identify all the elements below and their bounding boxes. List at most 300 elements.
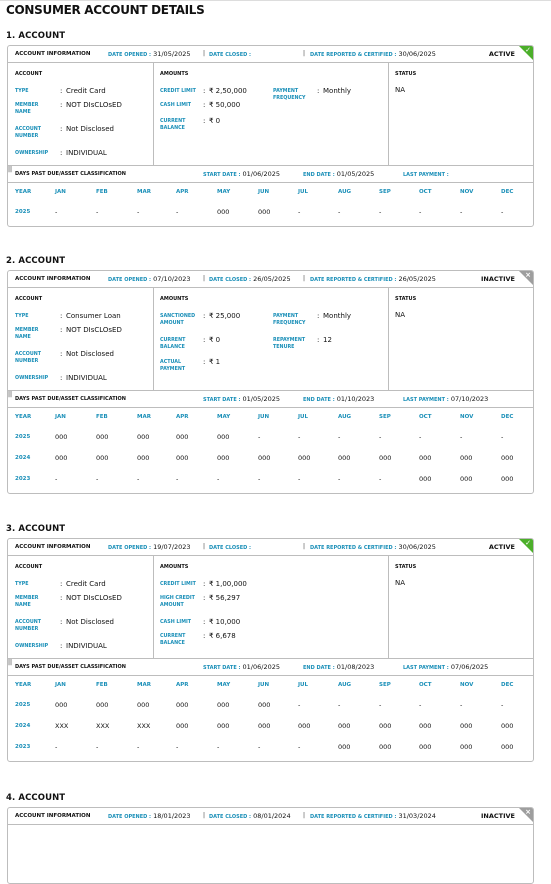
grid-cell: 000: [258, 722, 271, 730]
grid-cell: -: [501, 208, 504, 216]
account-title: 2. ACCOUNT: [6, 256, 66, 266]
dpd-title: DAYS PAST DUE/ASSET CLASSIFICATION: [15, 171, 126, 177]
start-date: [203, 663, 280, 671]
grid-cell: 000: [55, 701, 68, 709]
grid-cell: -: [298, 701, 301, 709]
dpd-header: [8, 166, 533, 183]
grid-cell: -: [419, 701, 422, 709]
date-opened-label: DATE OPENED :: [108, 545, 152, 551]
grid-cell: 000: [379, 454, 392, 462]
end-date: [303, 170, 374, 178]
date-closed: [209, 275, 291, 283]
ownership-colon: :: [60, 149, 63, 157]
status-column: [388, 556, 533, 658]
dpd-header: [8, 659, 533, 676]
grid-cell: 000: [176, 454, 189, 462]
account-title: 3. ACCOUNT: [6, 524, 66, 534]
grid-header: JAN: [55, 414, 66, 420]
status-tag: ACTIVE: [488, 50, 515, 58]
grid-cell: -: [501, 433, 504, 441]
date-reported: [310, 812, 436, 820]
account-number-value: Not Disclosed: [66, 125, 114, 133]
date-reported-value: 30/06/2025: [396, 543, 436, 551]
grid-cell: 000: [379, 722, 392, 730]
status-tag: INACTIVE: [481, 812, 515, 820]
grid-cell: 000: [217, 701, 230, 709]
grid-header: MAR: [137, 189, 151, 195]
close-icon: ×: [525, 808, 531, 816]
account-info-body: [8, 63, 533, 166]
date-reported: [310, 50, 436, 58]
grid-header: NOV: [460, 189, 474, 195]
last-payment-value: 07/06/2025: [448, 663, 489, 671]
grid-header: MAR: [137, 682, 151, 688]
grid-cell: 000: [379, 743, 392, 751]
member-name-value: NOT DIsCLOsED: [66, 101, 122, 109]
grid-header: MAY: [217, 414, 231, 420]
grid-header: APR: [176, 682, 189, 688]
date-opened-label: DATE OPENED :: [108, 277, 152, 283]
start-date-label: START DATE :: [203, 172, 241, 178]
credit-limit-value: ₹ 1,00,000: [209, 580, 247, 588]
payment-frequency-label: PAYMENT FREQUENCY: [273, 89, 306, 101]
ownership-label: OWNERSHIP: [15, 151, 49, 156]
date-reported-value: 26/05/2025: [396, 275, 436, 283]
grid-cell: -: [298, 743, 301, 751]
dpd-grid: [8, 676, 533, 761]
account-card: [7, 45, 534, 227]
date-opened-value: 19/07/2023: [151, 543, 191, 551]
account-column: [8, 63, 154, 165]
date-opened: [108, 50, 191, 58]
header-sep: |: [303, 275, 306, 282]
date-closed: [209, 543, 251, 551]
grid-header: JAN: [55, 682, 66, 688]
account-number-label: ACCOUNT NUMBER: [15, 127, 42, 139]
date-opened-label: DATE OPENED :: [108, 52, 152, 58]
start-date: [203, 170, 280, 178]
start-date-value: 01/06/2025: [240, 663, 280, 671]
grid-cell: -: [379, 475, 382, 483]
account-column-title: ACCOUNT: [15, 564, 43, 570]
grid-header: YEAR: [15, 682, 32, 688]
dpd-header: [8, 391, 533, 408]
type-value: Credit Card: [66, 580, 106, 588]
date-reported-label: DATE REPORTED & CERTIFIED :: [310, 277, 397, 283]
payment-frequency-colon: :: [317, 87, 320, 95]
date-reported-label: DATE REPORTED & CERTIFIED :: [310, 814, 397, 820]
grid-cell: -: [460, 208, 463, 216]
grid-cell: -: [96, 208, 99, 216]
grid-cell: -: [338, 208, 341, 216]
dpd-sep: |: [10, 391, 13, 398]
grid-cell: 000: [501, 475, 514, 483]
actual-payment-label: ACTUAL PAYMENT: [160, 360, 186, 372]
grid-year: 2025: [15, 434, 31, 440]
account-info-label: ACCOUNT INFORMATION: [15, 276, 91, 282]
grid-cell: -: [419, 208, 422, 216]
grid-header: DEC: [501, 414, 514, 420]
payment-frequency-value: Monthly: [323, 87, 352, 95]
grid-cell: -: [176, 475, 179, 483]
credit-limit-colon: :: [203, 87, 206, 95]
grid-cell: 000: [176, 722, 189, 730]
type-colon: :: [60, 580, 63, 588]
header-sep: |: [303, 812, 306, 819]
member-name-colon: :: [60, 101, 63, 109]
grid-header: AUG: [338, 414, 352, 420]
amounts-column: [153, 288, 389, 390]
last-payment: [403, 170, 449, 178]
last-payment-label: LAST PAYMENT :: [403, 397, 449, 403]
type-label: TYPE: [15, 314, 29, 319]
grid-cell: 000: [137, 454, 150, 462]
last-payment: [403, 663, 488, 671]
grid-cell: -: [55, 208, 58, 216]
grid-header: SEP: [379, 414, 391, 420]
date-closed-label: DATE CLOSED :: [209, 52, 252, 58]
grid-cell: -: [55, 475, 58, 483]
dpd-sep: |: [8, 659, 11, 666]
grid-header: APR: [176, 189, 189, 195]
date-closed-label: DATE CLOSED :: [209, 814, 252, 820]
dpd-title: DAYS PAST DUE/ASSET CLASSIFICATION: [15, 396, 126, 402]
grid-cell: 000: [460, 743, 473, 751]
dpd-sep: |: [8, 166, 11, 173]
actual-payment-colon: :: [203, 358, 206, 366]
check-icon: ✓: [525, 46, 531, 54]
grid-cell: -: [258, 743, 261, 751]
account-info-label: ACCOUNT INFORMATION: [15, 544, 91, 550]
account-number-label: ACCOUNT NUMBER: [15, 352, 42, 364]
end-date-value: 01/10/2023: [334, 395, 375, 403]
ownership-value: INDIVIDUAL: [66, 149, 107, 157]
grid-cell: XXX: [55, 722, 69, 730]
grid-cell: -: [298, 475, 301, 483]
grid-cell: -: [338, 433, 341, 441]
grid-header: JUL: [298, 682, 309, 688]
cash-limit-colon: :: [203, 618, 206, 626]
account-number-label: ACCOUNT NUMBER: [15, 620, 42, 632]
grid-cell: XXX: [137, 722, 151, 730]
type-label: TYPE: [15, 582, 29, 587]
grid-cell: 000: [419, 454, 432, 462]
grid-cell: -: [137, 475, 140, 483]
high-credit-amount-value: ₹ 56,297: [209, 594, 241, 602]
grid-cell: 000: [298, 454, 311, 462]
account-info-label: ACCOUNT INFORMATION: [15, 813, 91, 819]
date-closed: [209, 812, 291, 820]
grid-cell: 000: [217, 433, 230, 441]
grid-cell: -: [338, 701, 341, 709]
last-payment: [403, 395, 488, 403]
ownership-label: OWNERSHIP: [15, 376, 49, 381]
grid-cell: -: [96, 475, 99, 483]
grid-header: MAY: [217, 682, 231, 688]
account-title: 4. ACCOUNT: [6, 793, 66, 803]
grid-header: JUL: [298, 414, 309, 420]
dpd-grid: [8, 408, 533, 493]
grid-cell: 000: [217, 722, 230, 730]
start-date-label: START DATE :: [203, 665, 241, 671]
grid-cell: 000: [258, 701, 271, 709]
grid-cell: -: [217, 743, 220, 751]
grid-cell: 000: [96, 433, 109, 441]
grid-cell: 000: [176, 433, 189, 441]
date-closed: [209, 50, 251, 58]
high-credit-amount-label: HIGH CREDIT AMOUNT: [160, 596, 195, 608]
grid-header: JUN: [258, 189, 270, 195]
grid-header: YEAR: [15, 414, 32, 420]
header-sep: |: [203, 275, 206, 282]
amounts-column-title: AMOUNTS: [160, 564, 189, 570]
status-tag: INACTIVE: [481, 275, 515, 283]
dpd-grid: [8, 183, 533, 226]
grid-header: SEP: [379, 682, 391, 688]
grid-header: SEP: [379, 189, 391, 195]
grid-cell: 000: [338, 722, 351, 730]
grid-cell: 000: [419, 743, 432, 751]
grid-header: OCT: [419, 189, 432, 195]
grid-cell: XXX: [96, 722, 110, 730]
member-name-value: NOT DIsCLOsED: [66, 594, 122, 602]
end-date-value: 01/08/2023: [334, 663, 375, 671]
grid-cell: -: [176, 743, 179, 751]
grid-cell: -: [379, 208, 382, 216]
end-date-label: END DATE :: [303, 665, 335, 671]
page-title: CONSUMER ACCOUNT DETAILS: [6, 3, 205, 17]
account-card: [7, 538, 534, 762]
grid-header: JUN: [258, 414, 270, 420]
current-balance-value: ₹ 0: [209, 336, 221, 344]
account-number-value: Not Disclosed: [66, 618, 114, 626]
date-opened-value: 31/05/2025: [151, 50, 191, 58]
payment-frequency-value: Monthly: [323, 312, 352, 320]
grid-year: 2023: [15, 476, 31, 482]
date-opened-value: 18/01/2023: [151, 812, 191, 820]
date-opened-label: DATE OPENED :: [108, 814, 152, 820]
status-tag: ACTIVE: [488, 543, 515, 551]
account-info-label: ACCOUNT INFORMATION: [15, 51, 91, 57]
end-date-value: 01/05/2025: [334, 170, 375, 178]
dpd-sep: |: [10, 659, 13, 666]
grid-header: AUG: [338, 189, 352, 195]
sanctioned-amount-colon: :: [203, 312, 206, 320]
status-column: [388, 288, 533, 390]
ownership-value: INDIVIDUAL: [66, 642, 107, 650]
last-payment-label: LAST PAYMENT :: [403, 665, 449, 671]
repayment-tenure-colon: :: [317, 336, 320, 344]
sanctioned-amount-label: SANCTIONED AMOUNT: [160, 314, 196, 326]
credit-limit-label: CREDIT LIMIT: [160, 582, 196, 587]
grid-cell: 000: [460, 722, 473, 730]
grid-cell: 000: [460, 454, 473, 462]
grid-cell: 000: [96, 454, 109, 462]
date-reported: [310, 543, 436, 551]
ownership-colon: :: [60, 642, 63, 650]
top-rule: [0, 0, 551, 1]
grid-cell: 000: [501, 743, 514, 751]
amounts-column: [153, 556, 389, 658]
grid-cell: 000: [258, 208, 271, 216]
dpd-title: DAYS PAST DUE/ASSET CLASSIFICATION: [15, 664, 126, 670]
current-balance-label: CURRENT BALANCE: [160, 338, 186, 350]
grid-cell: 000: [460, 475, 473, 483]
date-reported-value: 30/06/2025: [396, 50, 436, 58]
member-name-label: MEMBER NAME: [15, 328, 39, 340]
account-info-header: [8, 271, 533, 288]
date-opened: [108, 543, 191, 551]
grid-header: FEB: [96, 414, 108, 420]
end-date-label: END DATE :: [303, 397, 335, 403]
date-opened-value: 07/10/2023: [151, 275, 191, 283]
date-opened: [108, 812, 191, 820]
grid-cell: 000: [55, 433, 68, 441]
grid-header: JUN: [258, 682, 270, 688]
grid-cell: 000: [338, 743, 351, 751]
amounts-column-title: AMOUNTS: [160, 296, 189, 302]
grid-cell: -: [137, 743, 140, 751]
current-balance-colon: :: [203, 117, 206, 125]
account-info-header: [8, 46, 533, 63]
account-column: [8, 556, 154, 658]
last-payment-value: 07/10/2023: [448, 395, 489, 403]
member-name-value: NOT DIsCLOsED: [66, 326, 122, 334]
status-column-title: STATUS: [395, 296, 417, 302]
member-name-label: MEMBER NAME: [15, 596, 39, 608]
member-name-colon: :: [60, 594, 63, 602]
current-balance-value: ₹ 0: [209, 117, 221, 125]
actual-payment-value: ₹ 1: [209, 358, 221, 366]
account-number-colon: :: [60, 125, 63, 133]
date-closed-label: DATE CLOSED :: [209, 277, 252, 283]
account-number-value: Not Disclosed: [66, 350, 114, 358]
grid-year: 2024: [15, 723, 31, 729]
account-number-colon: :: [60, 350, 63, 358]
credit-limit-label: CREDIT LIMIT: [160, 89, 196, 94]
sanctioned-amount-value: ₹ 25,000: [209, 312, 241, 320]
date-reported-label: DATE REPORTED & CERTIFIED :: [310, 52, 397, 58]
amounts-column-title: AMOUNTS: [160, 71, 189, 77]
close-icon: ×: [525, 271, 531, 279]
repayment-tenure-label: REPAYMENT TENURE: [273, 338, 306, 350]
status-column: [388, 63, 533, 165]
grid-cell: 000: [501, 722, 514, 730]
grid-cell: 000: [176, 701, 189, 709]
payment-frequency-colon: :: [317, 312, 320, 320]
grid-header: MAY: [217, 189, 231, 195]
grid-cell: 000: [96, 701, 109, 709]
account-card: [7, 807, 534, 884]
amounts-column: [153, 63, 389, 165]
grid-cell: -: [460, 433, 463, 441]
member-name-colon: :: [60, 326, 63, 334]
grid-cell: -: [379, 433, 382, 441]
account-column-title: ACCOUNT: [15, 71, 43, 77]
grid-header: APR: [176, 414, 189, 420]
start-date: [203, 395, 280, 403]
grid-cell: 000: [419, 722, 432, 730]
account-info-header: [8, 808, 533, 825]
account-column-title: ACCOUNT: [15, 296, 43, 302]
grid-cell: 000: [501, 454, 514, 462]
header-sep: |: [203, 50, 206, 57]
grid-header: OCT: [419, 682, 432, 688]
end-date: [303, 663, 374, 671]
status-value: NA: [395, 579, 406, 587]
grid-cell: 000: [217, 454, 230, 462]
account-number-colon: :: [60, 618, 63, 626]
grid-header: YEAR: [15, 189, 32, 195]
grid-header: FEB: [96, 189, 108, 195]
date-closed-value: 26/05/2025: [251, 275, 291, 283]
account-info-body: [8, 556, 533, 659]
grid-cell: -: [419, 433, 422, 441]
credit-limit-value: ₹ 2,50,000: [209, 87, 247, 95]
status-value: NA: [395, 86, 406, 94]
grid-year: 2025: [15, 702, 31, 708]
current-balance-value: ₹ 6,678: [209, 632, 236, 640]
header-sep: |: [303, 50, 306, 57]
end-date-label: END DATE :: [303, 172, 335, 178]
credit-limit-colon: :: [203, 580, 206, 588]
grid-cell: -: [501, 701, 504, 709]
member-name-label: MEMBER NAME: [15, 103, 39, 115]
grid-cell: -: [176, 208, 179, 216]
grid-cell: -: [298, 433, 301, 441]
cash-limit-label: CASH LIMIT: [160, 103, 192, 108]
grid-cell: 000: [137, 433, 150, 441]
grid-cell: 000: [419, 475, 432, 483]
grid-cell: -: [217, 475, 220, 483]
cash-limit-value: ₹ 10,000: [209, 618, 241, 626]
grid-cell: -: [258, 433, 261, 441]
status-column-title: STATUS: [395, 564, 417, 570]
last-payment-label: LAST PAYMENT :: [403, 172, 449, 178]
grid-header: NOV: [460, 682, 474, 688]
grid-header: DEC: [501, 189, 514, 195]
status-column-title: STATUS: [395, 71, 417, 77]
grid-cell: 000: [258, 454, 271, 462]
grid-cell: -: [258, 475, 261, 483]
ownership-value: INDIVIDUAL: [66, 374, 107, 382]
current-balance-label: CURRENT BALANCE: [160, 634, 186, 646]
type-colon: :: [60, 87, 63, 95]
date-closed-value: 08/01/2024: [251, 812, 291, 820]
current-balance-colon: :: [203, 336, 206, 344]
current-balance-colon: :: [203, 632, 206, 640]
header-sep: |: [303, 543, 306, 550]
grid-cell: 000: [55, 454, 68, 462]
grid-cell: 000: [137, 701, 150, 709]
account-column: [8, 288, 154, 390]
grid-header: JUL: [298, 189, 309, 195]
grid-year: 2024: [15, 455, 31, 461]
ownership-colon: :: [60, 374, 63, 382]
grid-header: NOV: [460, 414, 474, 420]
type-label: TYPE: [15, 89, 29, 94]
account-title: 1. ACCOUNT: [6, 31, 66, 41]
grid-header: DEC: [501, 682, 514, 688]
grid-cell: -: [137, 208, 140, 216]
high-credit-amount-colon: :: [203, 594, 206, 602]
type-value: Credit Card: [66, 87, 106, 95]
status-value: NA: [395, 311, 406, 319]
grid-cell: 000: [217, 208, 230, 216]
grid-cell: -: [96, 743, 99, 751]
grid-cell: -: [55, 743, 58, 751]
dpd-sep: |: [10, 166, 13, 173]
